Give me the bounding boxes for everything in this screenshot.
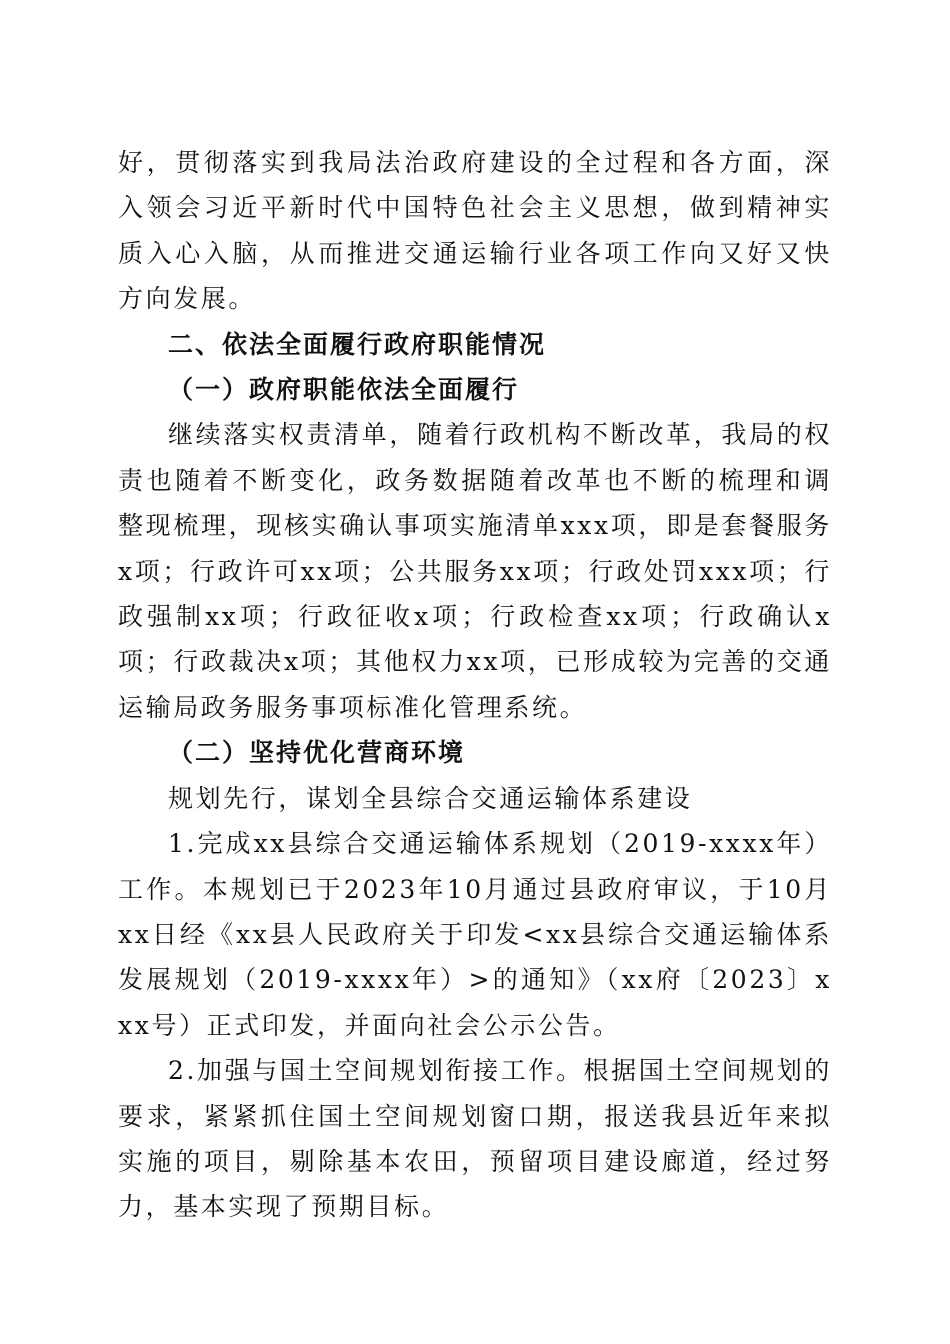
paragraph-item-1: 1.完成xx县综合交通运输体系规划（2019-xxxx年）工作。本规划已于2023年10月通过县政府审议，于10月xx日经《xx县人民政府关于印发<xx县综合交通运输体系发展规划（2019-xxxx年）>的通知》（xx府〔2023〕xxx号）正式印发，并面向社会公示公告。 <box>118 829 832 1040</box>
paragraph-planning-intro: 规划先行，谋划全县综合交通运输体系建设 <box>168 783 693 813</box>
paragraph-continuation: 好，贯彻落实到我局法治政府建设的全过程和各方面，深入领会习近平新时代中国特色社会主义思想，做到精神实质入心入脑，从而推进交通运输行业各项工作向又好又快方向发展。 <box>118 148 832 314</box>
section-heading-2: 二、依法全面履行政府职能情况 <box>168 329 547 359</box>
paragraph-functions: 继续落实权责清单，随着行政机构不断改革，我局的权责也随着不断变化，政务数据随着改革也不断的梳理和调整现梳理，现核实确认事项实施清单xxx项，即是套餐服务x项；行政许可xx项；公共服务xx项；行政处罚xxx项；行政强制xx项；行政征收x项；行政检查xx项；行政确认x项；行政裁决x项；其他权力xx项，已形成较为完善的交通运输局政务服务事项标准化管理系统。 <box>118 420 832 722</box>
document-body <box>118 140 832 1230</box>
paragraph-item-2: 2.加强与国土空间规划衔接工作。根据国土空间规划的要求，紧紧抓住国土空间规划窗口期，报送我县近年来拟实施的项目，剔除基本农田，预留项目建设廊道，经过努力，基本实现了预期目标。 <box>118 1056 832 1222</box>
subsection-heading-2: （二）坚持优化营商环境 <box>168 738 466 768</box>
subsection-heading-1: （一）政府职能依法全面履行 <box>168 375 520 405</box>
